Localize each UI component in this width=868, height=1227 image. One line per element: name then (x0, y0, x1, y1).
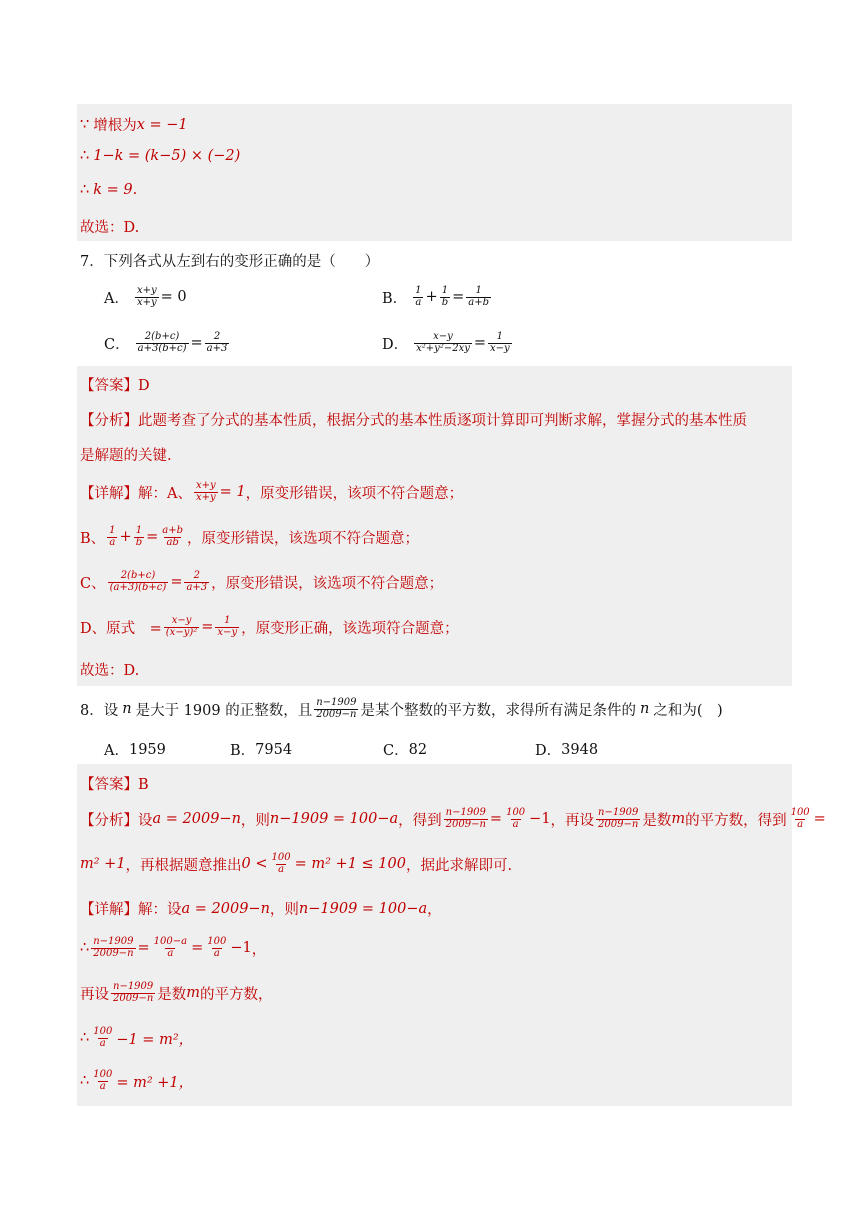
q7-detail-c: C、 $\frac{2(b+c)}{(a+3)(b+c)}$ = $\frac{2}{a+3}$ ，原变形错误，该选项不符合题意； (80, 570, 444, 593)
q7-choose: 故选：D. (80, 663, 140, 679)
q8-option-b: B． 7954 (230, 741, 293, 759)
q7-option-d: D． $\frac{x-y}{\text{x²+y²−2xy}}$ = $\frac{1}{x-y}$ (382, 331, 510, 354)
q8-detail-line3: 再设 $\frac{n-1909}{2009-n}$ 是数 m 的平方数， (80, 981, 273, 1004)
q8-analysis-line2: m² +1 ，再根据题意推出 0 < $\frac{100}{a}$ = m² +1 ≤ 100 ，据此求解即可. (80, 852, 513, 875)
q8-analysis-line1: 【分析】 设 a = 2009−n ，则 n−1909 = 100−a ，得到 $\frac{n-1909}{2009-n}$ = $\frac{100}{a}$ −1 ，再设 $\frac{n-1909}{2009-n}$ 是数 m 的平方数，得到 $\frac{100}{a}$ = (80, 807, 826, 830)
q7-detail-a: 【详解】 解：A、 $\frac{x+y}{x+y}$ = 1 ，原变形错误，该项不符合题意； (80, 480, 464, 503)
q8-detail-line2: ∴ $\frac{n-1909}{2009-n}$ = $\frac{100-a}{a}$ = $\frac{100}{a}$ −1 ， (80, 936, 267, 959)
q7-analysis: 【分析】 此题考查了分式的基本性质，根据分式的基本性质逐项计算即可判断求解，掌握分式的基本性质 (80, 413, 747, 429)
q8-detail-line4: ∴ $\frac{100}{a}$ −1 = m²， (80, 1026, 194, 1049)
q7-detail-b: B、 $\frac{1}{a}$ + $\frac{1}{b}$ = $\frac{a+b}{ab}$ ，原变形错误，该选项不符合题意； (80, 525, 419, 548)
q7-stem: 7．下列各式从左到右的变形正确的是（ ） (80, 254, 380, 270)
q8-stem: 8．设 n 是大于 1909 的正整数，且 $\frac{n-1909}{2009-n}$ 是某个整数的平方数，求得所有满足条件的 n 之和为( ) (80, 697, 723, 720)
q7-analysis-cont: 是解题的关键. (80, 448, 172, 464)
q7-detail-d: D、原式 = $\frac{x-y}{\text{(x−y)²}}$ = $\frac{1}{x-y}$ ，原变形正确，该选项符合题意； (80, 615, 459, 638)
q7-option-c: C． $\frac{2(b+c)}{a+3(b+c)}$ = $\frac{2}{a+3}$ (104, 331, 228, 354)
q7-option-b: B． $\frac{1}{a}$ + $\frac{1}{b}$ = $\frac{1}{a+b}$ (382, 285, 489, 308)
q8-option-a: A． 1959 (104, 741, 166, 759)
line-root: ∵ 增根为 x = −1 (80, 116, 188, 134)
q8-answer: 【答案】B (80, 777, 149, 793)
line-choose-1: 故选：D. (80, 220, 140, 236)
q7-answer: 【答案】D (80, 378, 150, 394)
line-k-value: ∴ k = 9 . (80, 182, 138, 198)
q7-option-a: A． $\frac{x+y}{x+y}$ = 0 (104, 285, 187, 308)
q8-detail-line5: ∴ $\frac{100}{a}$ = m² +1， (80, 1069, 194, 1092)
q8-detail-line1: 【详解】 解：设 a = 2009−n ，则 n−1909 = 100−a ， (80, 900, 442, 918)
line-equation: ∴ 1−k = (k−5) × (−2) (80, 148, 241, 164)
q8-option-d: D． 3948 (535, 741, 599, 759)
q8-option-c: C． 82 (383, 741, 428, 759)
